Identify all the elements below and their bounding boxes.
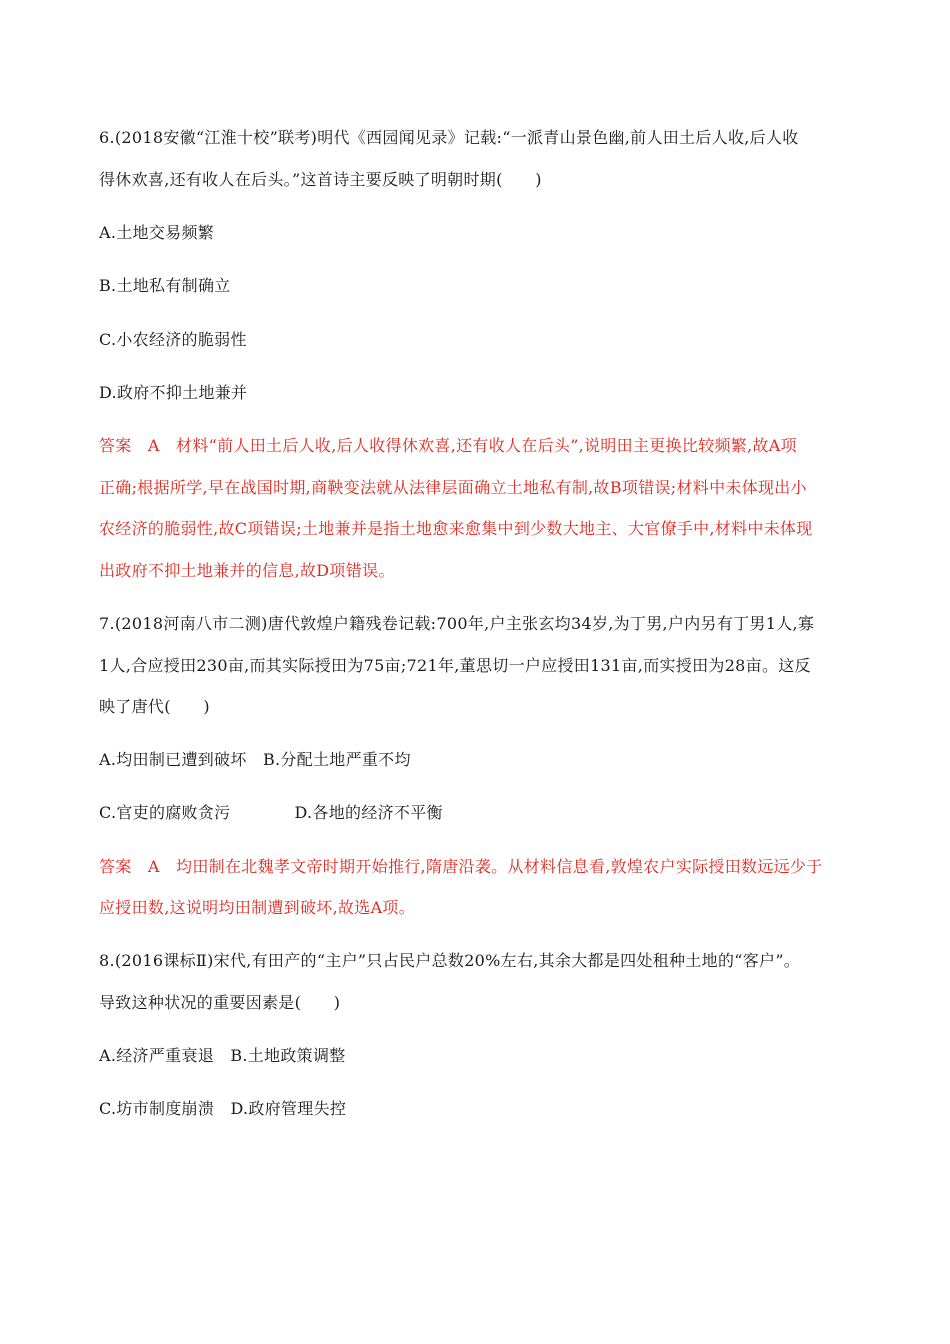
- q6-option-d: D.政府不抑土地兼并: [99, 383, 248, 402]
- q6-answer-line-1: 答案 A 材料“前人田土后人收,后人收得休欢喜,还有收人在后头”,说明田主更换比较频繁,故A项: [99, 436, 797, 455]
- q8-options-cd: C.坊市制度崩溃 D.政府管理失控: [99, 1099, 347, 1118]
- q6-stem-line-1: 6.(2018安徽“江淮十校”联考)明代《西园闻见录》记载:“一派青山景色幽,前人田土后人收,后人收: [99, 128, 799, 147]
- q6-answer-line-4: 出政府不抑土地兼并的信息,故D项错误。: [99, 561, 395, 580]
- q6-answer-line-2: 正确;根据所学,早在战国时期,商鞅变法就从法律层面确立土地私有制,故B项错误;材料中未体现出小: [99, 478, 807, 497]
- q6-option-c: C.小农经济的脆弱性: [99, 330, 247, 349]
- q7-stem-line-1: 7.(2018河南八市二测)唐代敦煌户籍残卷记载:700年,户主张玄均34岁,为丁男,户内另有丁男1人,寡: [99, 614, 815, 633]
- q8-stem-line-1: 8.(2016课标Ⅱ)宋代,有田产的“主户”只占民户总数20%左右,其余大都是四处租种土地的“客户”。: [99, 951, 801, 970]
- q7-options-cd: [99, 802, 859, 824]
- q7-answer-line-1: 答案 A 均田制在北魏孝文帝时期开始推行,隋唐沿袭。从材料信息看,敦煌农户实际授田数远远少于: [99, 857, 823, 876]
- q7-stem-line-2: 1人,合应授田230亩,而其实际授田为75亩;721年,董思切一户应授田131亩,而实授田为28亩。这反: [99, 656, 811, 675]
- q6-option-a: A.土地交易频繁: [99, 223, 215, 242]
- q8-stem-line-2: 导致这种状况的重要因素是( ): [99, 993, 341, 1012]
- q7-option-d: D.各地的经济不平衡: [294, 803, 443, 822]
- q6-stem-line-2: 得休欢喜,还有收人在后头。”这首诗主要反映了明朝时期( ): [99, 170, 542, 189]
- q6-option-b: B.土地私有制确立: [99, 276, 231, 295]
- q6-answer-line-3: 农经济的脆弱性,故C项错误;土地兼并是指土地愈来愈集中到少数大地主、大官僚手中,材料中未体现: [99, 519, 813, 538]
- q7-stem-line-3: 映了唐代( ): [99, 697, 210, 716]
- q7-option-c: C.官吏的腐败贪污: [99, 803, 231, 822]
- q8-options-ab: A.经济严重衰退 B.土地政策调整: [99, 1046, 346, 1065]
- q7-options-ab: A.均田制已遭到破坏 B.分配土地严重不均: [99, 750, 411, 769]
- q7-answer-line-2: 应授田数,这说明均田制遭到破坏,故选A项。: [99, 898, 416, 917]
